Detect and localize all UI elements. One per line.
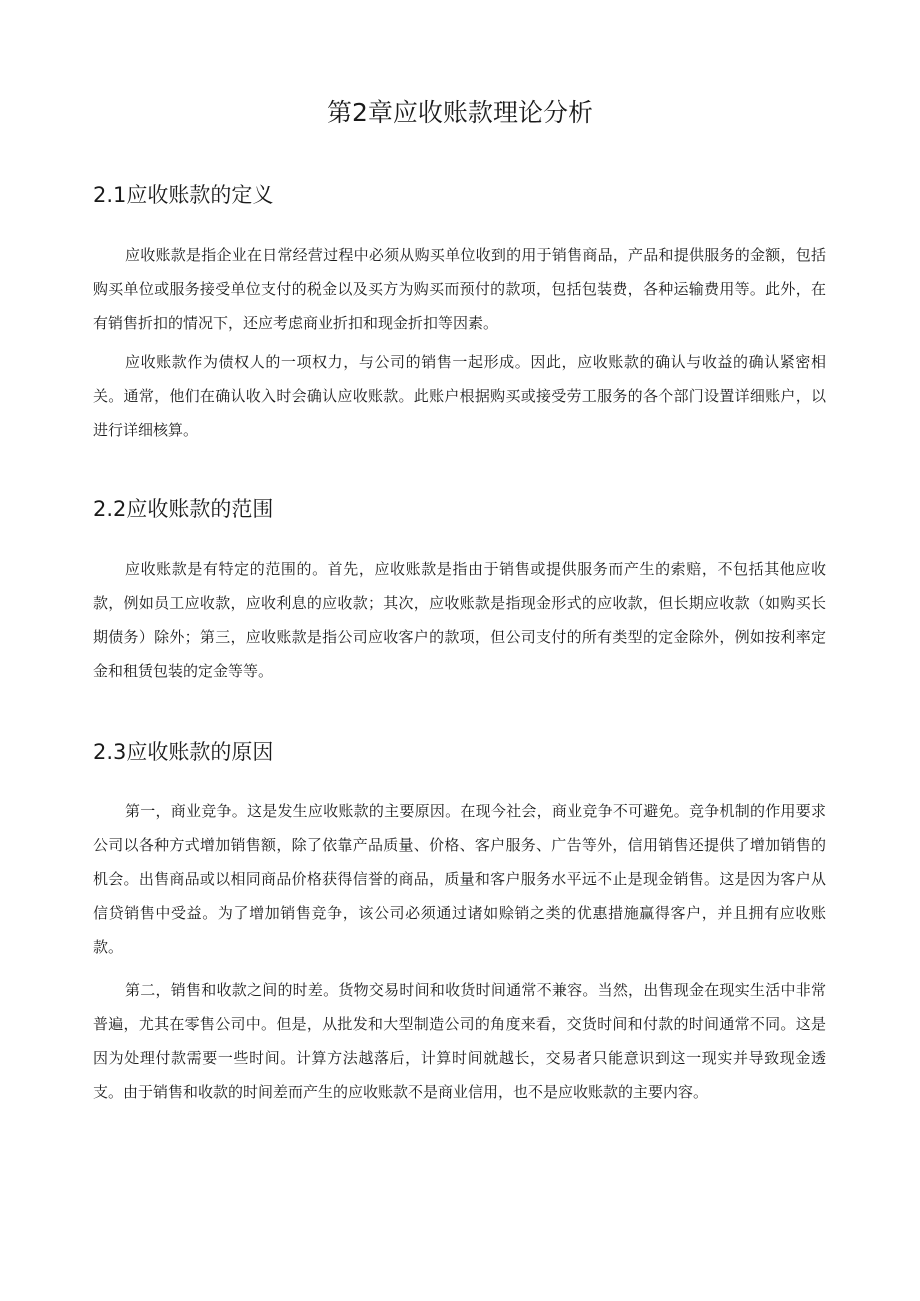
paragraph: 应收账款是指企业在日常经营过程中必须从购买单位收到的用于销售商品，产品和提供服务的金额，包括购买单位或服务接受单位支付的税金以及买方为购买而预付的款项，包括包装费，各种运输费用等。此外，在有销售折扣的情况下，还应考虑商业折扣和现金折扣等因素。 (93, 246, 826, 332)
paragraph: 第二，销售和收款之间的时差。货物交易时间和收货时间通常不兼容。当然，出售现金在现实生活中非常普遍，尤其在零售公司中。但是，从批发和大型制造公司的角度来看，交货时间和付款的时间通常不同。这是因为处理付款需要一些时间。计算方法越落后，计算时间就越长，交易者只能意识到这一现实并导致现金透支。由于销售和收款的时间差而产生的应收账款不是商业信用，也不是应收账款的主要内容。 (93, 981, 826, 1101)
section-heading-2-2: 2.2应收账款的范围 (93, 497, 274, 521)
paragraph: 第一，商业竞争。这是发生应收账款的主要原因。在现今社会，商业竞争不可避免。竞争机制的作用要求公司以各种方式增加销售额，除了依靠产品质量、价格、客户服务、广告等外，信用销售还提供了增加销售的机会。出售商品或以相同商品价格获得信誉的商品，质量和客户服务水平远不止是现金销售。这是因为客户从信贷销售中受益。为了增加销售竞争，该公司必须通过诸如赊销之类的优惠措施赢得客户，并且拥有应收账款。 (93, 802, 826, 956)
section-heading-2-1: 2.1应收账款的定义 (93, 183, 274, 207)
paragraph: 应收账款作为债权人的一项权力，与公司的销售一起形成。因此，应收账款的确认与收益的确认紧密相关。通常，他们在确认收入时会确认应收账款。此账户根据购买或接受劳工服务的各个部门设置详细账户，以进行详细核算。 (93, 353, 826, 439)
paragraph: 应收账款是有特定的范围的。首先，应收账款是指由于销售或提供服务而产生的索赔，不包括其他应收款，例如员工应收款，应收利息的应收款；其次，应收账款是指现金形式的应收款，但长期应收款（如购买长期债务）除外；第三，应收账款是指公司应收客户的款项，但公司支付的所有类型的定金除外，例如按利率定金和租赁包装的定金等等。 (93, 560, 826, 680)
chapter-title: 第2章应收账款理论分析 (327, 98, 593, 127)
section-heading-2-3: 2.3应收账款的原因 (93, 740, 274, 764)
